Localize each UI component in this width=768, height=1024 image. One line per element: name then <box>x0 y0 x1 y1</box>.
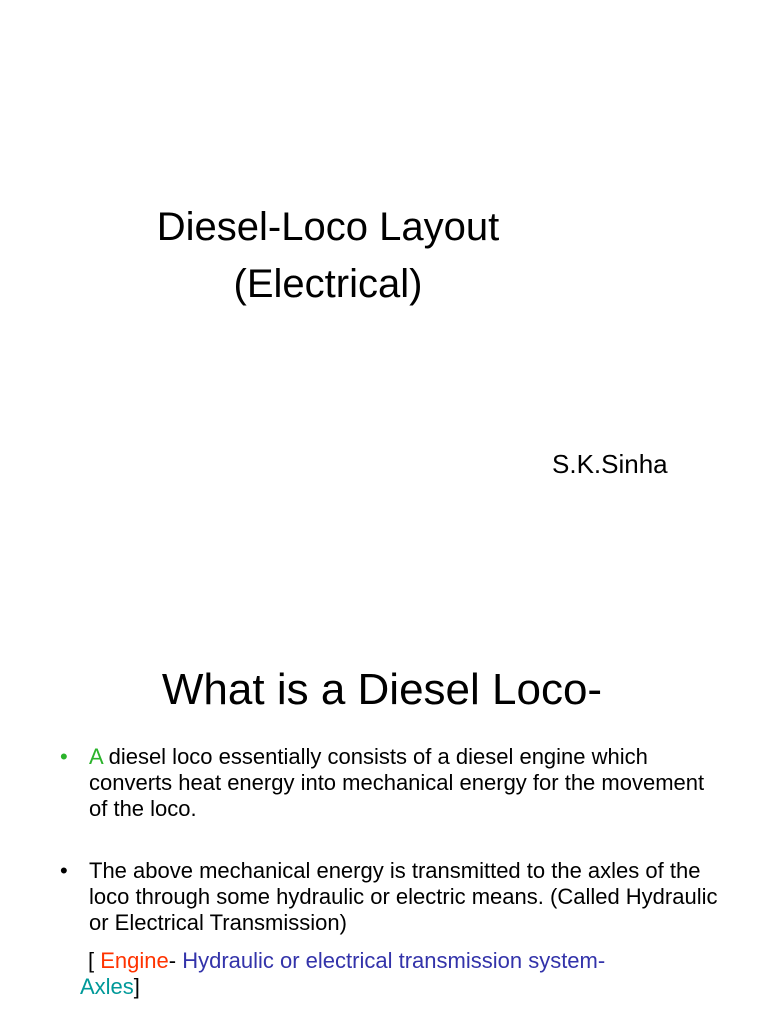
bullet-2-text: The above mechanical energy is transmitted to the axles of the loco through some hydraulic or electric means. (Called Hydraulic or Electrical Transmission) <box>89 858 718 935</box>
bullet-icon: • <box>60 744 68 769</box>
slide-heading: What is a Diesel Loco- <box>161 665 603 714</box>
chain-engine: Engine <box>100 948 169 973</box>
author-name: S.K.Sinha <box>552 449 668 479</box>
chain-open-bracket: [ <box>88 948 101 973</box>
chain-dash: - <box>168 948 183 973</box>
content-slide <box>0 576 768 1024</box>
slide-title-line-1: Diesel-Loco Layout <box>156 205 500 249</box>
chain-axles: Axles <box>80 974 134 999</box>
bullet-icon: • <box>60 858 68 883</box>
bullet-1-text: diesel loco essentially consists of a diesel engine which converts heat energy into mechanical energy for the movement of the loco. <box>89 744 705 821</box>
chain-close-bracket: ] <box>133 974 140 999</box>
bullet-list <box>60 744 720 972</box>
bullet-1-lead: A <box>89 744 103 769</box>
bullet-item-1 <box>60 744 720 822</box>
transmission-chain <box>80 948 728 1000</box>
chain-transmission: Hydraulic or electrical transmission system- <box>182 948 606 973</box>
slide-title-line-2: (Electrical) <box>233 262 423 306</box>
bullet-item-2 <box>60 858 720 936</box>
